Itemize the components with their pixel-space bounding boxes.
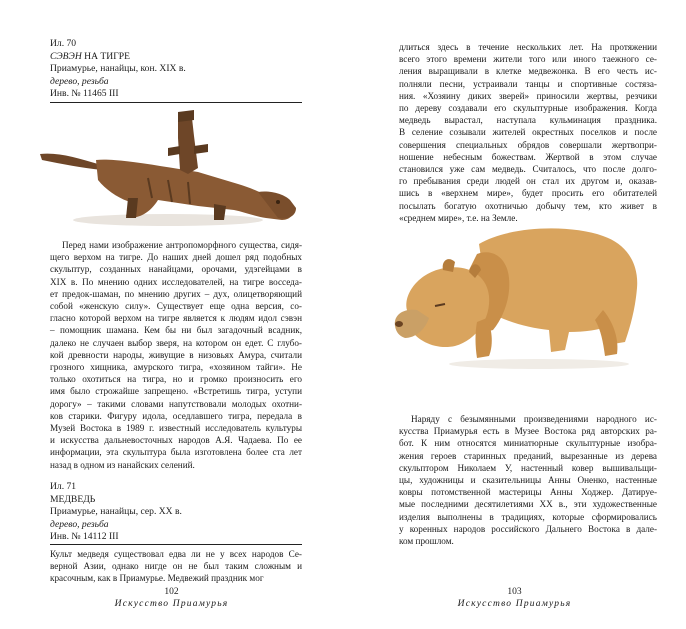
text-line: Перед нами изображение антропоморфного существа, сидя- (62, 240, 302, 250)
text-line: ков старики. Фигуру идола, оседлавшего тигра, передала в (50, 410, 302, 421)
text-line: собой «женскую силу». Существует еще одна версия, со- (50, 301, 302, 312)
text-line: ния. «Хозяину диких зверей» приносили жертвы, резчики (399, 90, 657, 101)
text-line: скульптором Николаем У, настенный ковер вышивальщи- (399, 462, 657, 473)
text-line: ковры потомственной мастерицы Анны Ходжер. Датируе- (399, 487, 657, 498)
running-title: Искусство Приамурья (457, 599, 572, 609)
text-line: шись в «верхнем мире», будет просить его обитателей (399, 188, 657, 199)
text-line: по дереву создавали его скульптурные изображения. Когда (399, 103, 657, 114)
text-line: медведь вырастал, наступала кульминация праздника. (399, 115, 657, 126)
text-line: мые последними десятилетиями XX в., эти художественные (399, 499, 657, 510)
text-line: становился уже сам медведь. Считалось, что после долго- (399, 164, 657, 175)
text-line: длиться здесь в течение нескольких лет. На протяжении (399, 42, 657, 52)
text-line: – помощник шамана. Кем бы ни был загадочный всадник, (50, 325, 302, 336)
text-line: ношение небесным божествам. Жертвой в этом случае (399, 151, 657, 162)
text-line: изделия выполнены в традициях, которые сформировались (399, 511, 657, 522)
text-line: далеко не случаен выбор зверя, на котором он едет. С глубо- (50, 337, 302, 348)
text-line: кой древности народы, живущие в низовьях Амура, считали (50, 349, 302, 360)
bear-carving-illustration (389, 214, 649, 379)
text-line: В селение созывали жителей окрестных поселков и после (399, 127, 657, 138)
caption-origin: Приамурье, нанайцы, сер. XX в. (50, 506, 182, 518)
text-line: Наряду с безымянными произведениями народного ис- (411, 414, 657, 424)
text-line: Культ медведя существовал едва ли не у всех народов Се- (50, 549, 302, 559)
text-line: всего этого времени жители того или иного таежного се- (399, 54, 657, 65)
text-line: гласно которой верхом на тигре является к людям идол сэвэн (50, 313, 302, 324)
caption-inventory: Инв. № 14112 III (50, 531, 119, 543)
text-line: полняли песни, устраивали танцы и спортивные состяза- (399, 78, 657, 89)
caption-title (50, 51, 300, 64)
text-line: ет предок-шаман, по мнению других – дух, олицетворяющий (50, 288, 302, 299)
text-line: жения героев старинных преданий, вырезанные из дерева (399, 450, 657, 461)
text-line: ления выращивали в клетке медвежонка. В его честь ис- (399, 66, 657, 77)
text-line: ком прошлом. (399, 536, 454, 547)
caption-number: Ил. 70 (50, 38, 77, 49)
text-line: имя было строжайше запрещено. «Встретишь тигра, уступи (50, 386, 302, 397)
tiger-article-text (50, 239, 302, 471)
text-line: бот. К ним относятся миниатюрные скульптурные изобра- (399, 438, 657, 449)
text-line: назад в одном из нанайских селений. (50, 459, 195, 470)
text-line: посылать богатую охотничью добычу тем, кто живет в (399, 200, 657, 211)
right-page (343, 0, 686, 629)
caption-divider (50, 102, 302, 103)
caption-illustration-70 (50, 38, 300, 101)
text-line: «среднем мире», т.е. на Земле. (399, 212, 518, 223)
caption-material: дерево, резьба (50, 75, 109, 87)
text-line: XIX в. По мнению одних исследователей, на тигре восседа- (50, 276, 302, 287)
text-line: у коренных народов российского Дальнего Востока в дале- (399, 523, 657, 534)
caption-number: Ил. 71 (50, 481, 77, 492)
text-line: верной Азии, однако нигде он не был таким сложным и (50, 561, 302, 572)
bear-festival-text (399, 41, 657, 224)
caption-origin: Приамурье, нанайцы, кон. XIX в. (50, 63, 186, 75)
text-line: Музей Востока в 1989 г. известный исследователь культуры (50, 423, 302, 434)
text-line: только охотиться на тигра, но и громко произносить его (50, 374, 302, 385)
text-line: кусства Приамурья есть в Музее Востока ряд авторских ра- (399, 426, 657, 437)
caption-illustration-71 (50, 481, 300, 544)
text-line: щего верхом на тигре. До наших дней дошел ряд подобных (50, 252, 302, 263)
caption-title-italic: СЭВЭН (50, 50, 82, 62)
text-line: скульптур, созданных нанайцами, орочами, удэгейцами в (50, 264, 302, 275)
text-line: красочным, как в Приамурье. Медвежий праздник мог (50, 573, 264, 584)
text-line: совершения специальных обрядов совершали жертвопри- (399, 139, 657, 150)
tiger-idol-illustration (38, 108, 300, 236)
running-title: Искусство Приамурья (114, 599, 229, 609)
text-line: информации, эта скульптура была изготовлена более ста лет (50, 447, 302, 458)
caption-divider (50, 544, 302, 545)
text-line: грозного хищника, амурского тигра, «хозяином тайги». Не (50, 362, 302, 373)
text-line: и искусства дальневосточных народов А.Я. Чадаева. По ее (50, 435, 302, 446)
caption-material: дерево, резьба (50, 518, 109, 530)
artists-text (399, 413, 657, 547)
caption-title-rest: НА ТИГРЕ (81, 50, 130, 62)
caption-inventory: Инв. № 11465 III (50, 88, 119, 100)
text-line: го пребывания среди людей он стал их другом и, оказав- (399, 176, 657, 187)
page-number: 103 (507, 587, 522, 597)
text-line: дорогу» – такими словами напутствовали молодых охотни- (50, 398, 302, 409)
bear-cult-text (50, 548, 302, 585)
page-number: 102 (164, 587, 179, 597)
text-line: цы, художницы и сказительницы Анны Оненко, настенные (399, 475, 657, 486)
caption-title: МЕДВЕДЬ (50, 493, 96, 505)
